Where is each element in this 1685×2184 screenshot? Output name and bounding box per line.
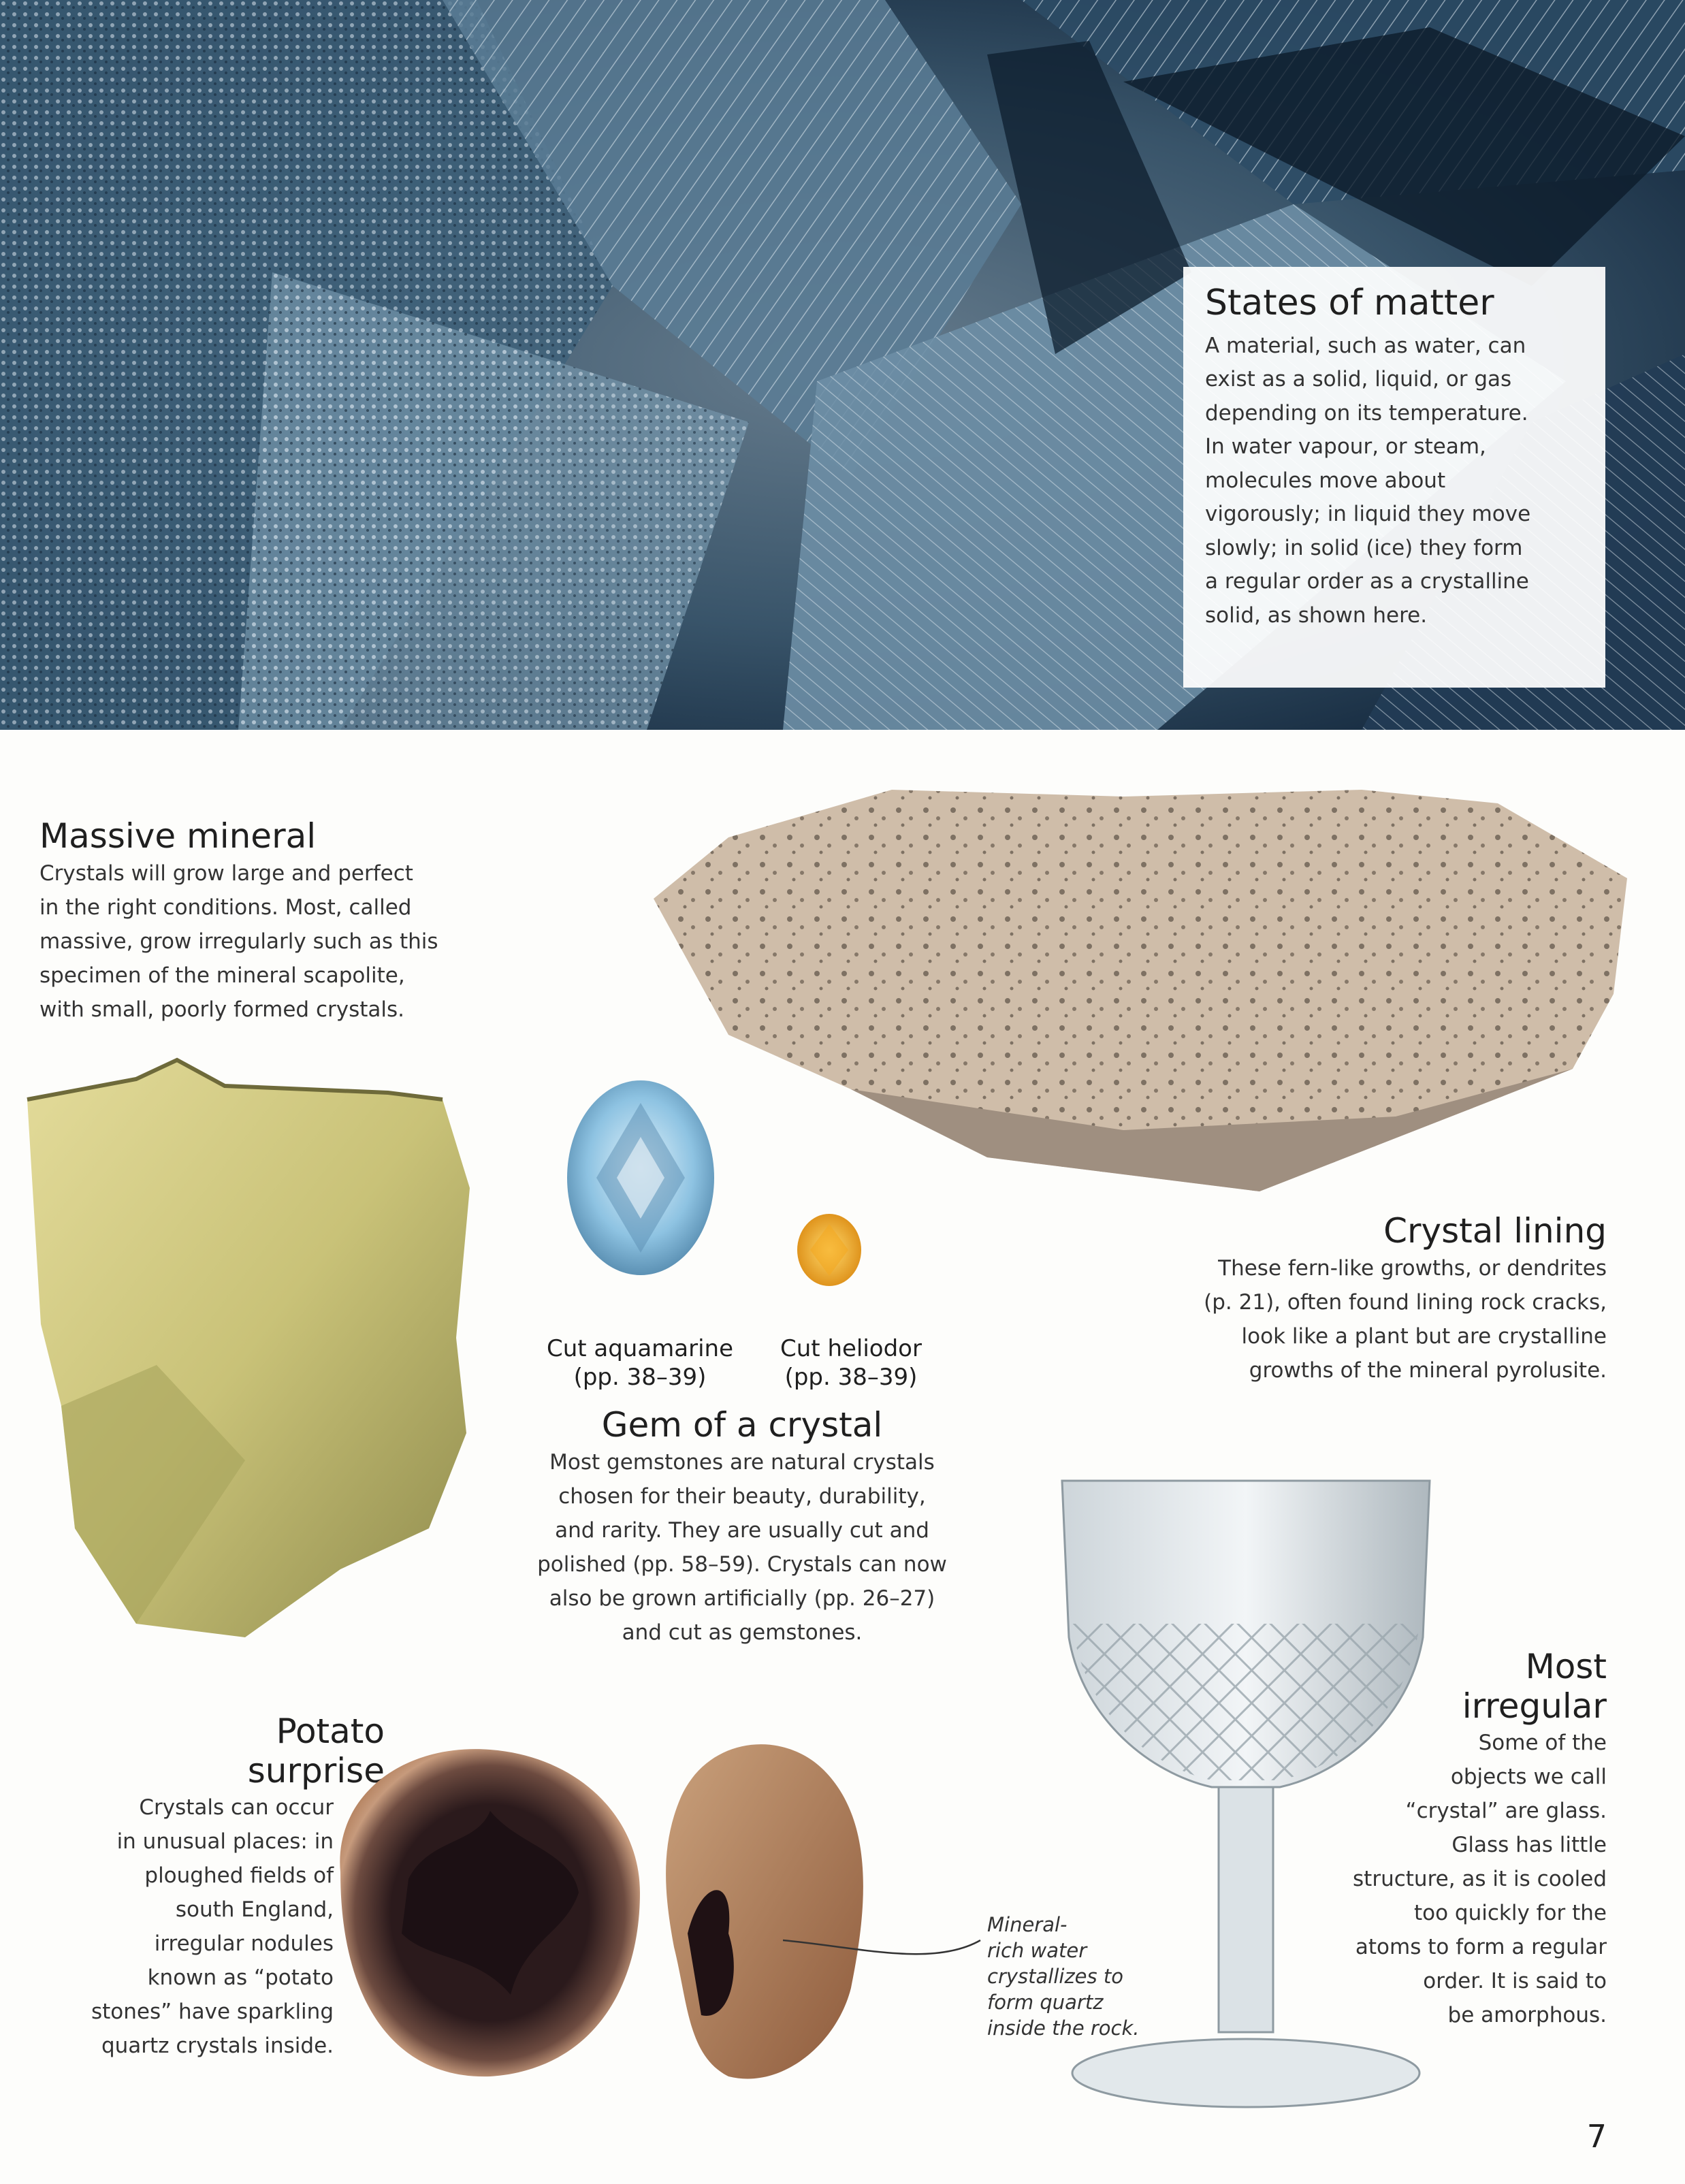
most-irregular-caption [1294,1648,1607,2032]
heliodor-name: Cut heliodor [780,1335,922,1362]
gem-line: also be grown artificially (pp. 26–27) [549,1586,935,1611]
potato-line: known as “potato [147,1965,334,1990]
mineral-note-line: crystallizes to [987,1965,1123,1988]
aquamarine-name: Cut aquamarine [546,1335,734,1362]
states-of-matter-box [1183,267,1605,688]
gem-line: and rarity. They are usually cut and [555,1517,929,1543]
irregular-line: Some of the [1478,1731,1607,1755]
lining-line: look like a plant but are crystalline [1241,1323,1607,1349]
mineral-note-leader-line [783,1927,987,1968]
states-line: molecules move about [1205,468,1446,493]
mineral-note-line: form quartz [987,1991,1104,2014]
gem-title: Gem of a crystal [601,1405,883,1445]
irregular-line: order. It is said to [1423,1969,1607,1993]
states-line: vigorously; in liquid they move [1205,502,1531,527]
lining-title: Crystal lining [1383,1211,1607,1251]
page-number: 7 [1586,2118,1607,2155]
potato-line: quartz crystals inside. [101,2034,334,2058]
irregular-title-line: Most [1525,1647,1607,1686]
scapolite-specimen-image [20,1052,483,1665]
gem-line: chosen for their beauty, durability, [558,1483,926,1509]
states-line: slowly; in solid (ice) they form [1205,535,1523,560]
potato-line: stones” have sparkling [91,2000,334,2024]
dendrite-rock-image [647,776,1641,1198]
irregular-line: too quickly for the [1413,1901,1607,1925]
irregular-line: atoms to form a regular [1355,1935,1607,1959]
crystal-lining-caption [1103,1212,1607,1387]
mineral-note-line: rich water [987,1939,1087,1962]
massive-mineral-caption [39,817,530,1027]
states-line: a regular order as a crystalline [1205,569,1529,594]
states-line: solid, as shown here. [1205,603,1428,628]
potato-line: ploughed fields of [144,1863,334,1888]
heliodor-caption [763,1334,940,1392]
irregular-line: Glass has little [1451,1833,1607,1857]
states-line: exist as a solid, liquid, or gas [1205,367,1512,392]
gem-line: and cut as gemstones. [622,1620,863,1645]
irregular-line: structure, as it is cooled [1353,1867,1607,1891]
heliodor-ref: (pp. 38–39) [784,1364,918,1391]
massive-line: massive, grow irregularly such as this [39,929,438,954]
lining-line: growths of the mineral pyrolusite. [1249,1358,1607,1383]
irregular-title [1294,1648,1607,1726]
cut-aquamarine-image [562,1076,719,1280]
irregular-line: be amorphous. [1447,2003,1607,2027]
potato-line: irregular nodules [154,1931,334,1956]
potato-line: Crystals can occur [139,1795,334,1820]
massive-line: with small, poorly formed crystals. [39,997,405,1022]
gem-line: Most gemstones are natural crystals [549,1449,935,1475]
cut-heliodor-image [795,1212,863,1288]
massive-line: in the right conditions. Most, called [39,895,412,920]
massive-line: specimen of the mineral scapolite, [39,963,405,988]
irregular-line: “crystal” are glass. [1405,1799,1607,1823]
gem-line: polished (pp. 58–59). Crystals can now [537,1552,947,1577]
potato-line: south England, [175,1897,334,1922]
aquamarine-caption [538,1334,742,1392]
irregular-title-line: irregular [1462,1686,1607,1726]
states-line: depending on its temperature. [1205,400,1528,425]
potato-line: in unusual places: in [116,1829,334,1854]
massive-line: Crystals will grow large and perfect [39,861,413,886]
gem-of-a-crystal-caption [504,1406,980,1650]
lining-line: (p. 21), often found lining rock cracks, [1204,1289,1607,1315]
mineral-note-line: Mineral- [987,1913,1068,1936]
mineral-note-line: inside the rock. [987,2017,1140,2040]
massive-title: Massive mineral [39,816,317,856]
irregular-line: objects we call [1450,1765,1607,1789]
lining-line: These fern-like growths, or dendrites [1218,1255,1607,1281]
aquamarine-ref: (pp. 38–39) [573,1364,707,1391]
states-line: A material, such as water, can [1205,333,1526,358]
states-title: States of matter [1205,283,1494,323]
states-line: In water vapour, or steam, [1205,434,1486,460]
potato-title-line: Potato [276,1712,385,1751]
potato-title-line: surprise [247,1750,385,1790]
potato-stones-image [320,1716,1001,2104]
